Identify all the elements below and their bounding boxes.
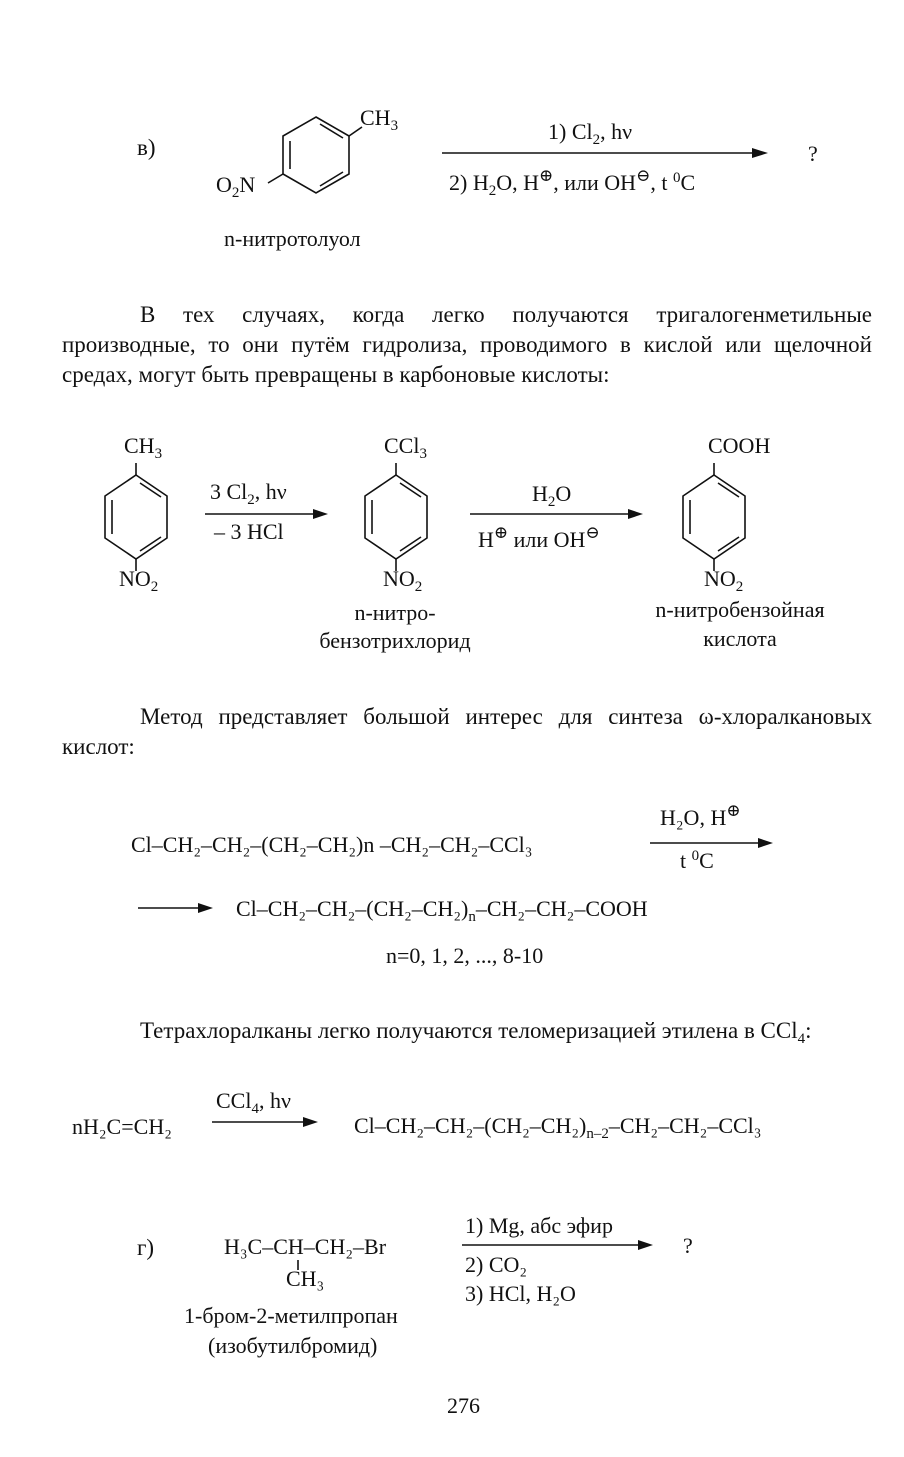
scheme2-n-values: n=0, 1, 2, ..., 8-10 (386, 943, 544, 968)
isobutyl-branch: CH₃ (286, 1266, 325, 1291)
paragraph-1: В тех случаях, когда легко получаются тригалогенметильные производные, то они путём гидролиза, проводимого в кислой или щелочной средах, могут быть превращены в карбоновые кислоты: (62, 302, 872, 387)
g-cond-3: 3) HCl, H₂O (465, 1281, 576, 1306)
isobutyl-formula: H₃C–CH–CH₂–Br (224, 1234, 387, 1259)
s1-top: $CH_3$ (124, 433, 163, 462)
product-unknown-g: ? (683, 1233, 693, 1258)
g-cond-1: 1) Mg, абс эфир (465, 1213, 613, 1238)
section-label-g: г) (137, 1235, 155, 1260)
isobutyl-name-2: (изобутилбромид) (208, 1333, 378, 1358)
section-label-v: в) (137, 135, 156, 160)
paragraph-3: Тетрахлоралканы легко получаются теломеризацией этилена в CCl$_4$: (140, 1018, 812, 1047)
scheme2-cond-bottom: t $^0$C (680, 848, 714, 873)
arrow2-bottom: H⊕ или OH⊖ (478, 523, 600, 552)
s1-bottom: $NO_2$ (119, 566, 159, 595)
s2-name-2: бензотрихлорид (319, 628, 471, 653)
arrow1-bottom: – 3 HCl (214, 519, 284, 544)
arrow1-top: 3 $Cl_2$, hν (210, 479, 287, 508)
s3-bottom: $NO_2$ (704, 566, 744, 595)
condition-1: 1) $Cl_2$, hν (548, 119, 633, 148)
product-unknown-v: ? (808, 141, 818, 166)
paragraph-2: Метод представляет большой интерес для синтеза ω-хлоралкановых кислот: (62, 704, 872, 759)
scheme3-product: $Cl-CH_2-CH_2-(CH_2-CH_2)_{n-2}-CH_2-CH_2$–CCl₃ (354, 1113, 762, 1142)
s3-top: COOH (708, 433, 771, 458)
reactant-o2n: $O_2N$ (216, 172, 256, 201)
scheme3-cond: CCl$_4$, hν (216, 1088, 291, 1117)
scheme2-cond-top: H₂O, H⊕ (660, 801, 741, 830)
g-cond-2: 2) CO₂ (465, 1252, 528, 1277)
scheme3-reactant: nH₂C=CH₂ (72, 1114, 172, 1139)
scheme2-line2: $Cl-CH_2-CH_2-(CH_2-CH_2)_n-CH_2-CH_2$–COOH (236, 896, 648, 925)
arrow2-top: $H_2O$ (532, 481, 572, 510)
condition-2: 2) $H_2O$, H⊕, или OH⊖, t $^0$C (449, 166, 696, 199)
page-number: 276 (447, 1393, 480, 1418)
scheme2-line1: Cl–CH₂–CH₂–(CH₂–CH₂)n –CH₂–CH₂–CCl₃ (131, 832, 533, 857)
s3-name-2: кислота (703, 626, 777, 651)
s3-name-1: n-нитробензойная (655, 597, 825, 622)
isobutyl-name-1: 1-бром-2-метилпропан (184, 1303, 398, 1328)
s2-name-1: n-нитро- (354, 600, 436, 625)
reactant-name: n-нитротолуол (224, 226, 361, 251)
s2-top: CCl$_3$ (384, 433, 427, 462)
s2-bottom: $NO_2$ (383, 566, 423, 595)
reactant-ch3: $CH_3$ (360, 105, 399, 134)
